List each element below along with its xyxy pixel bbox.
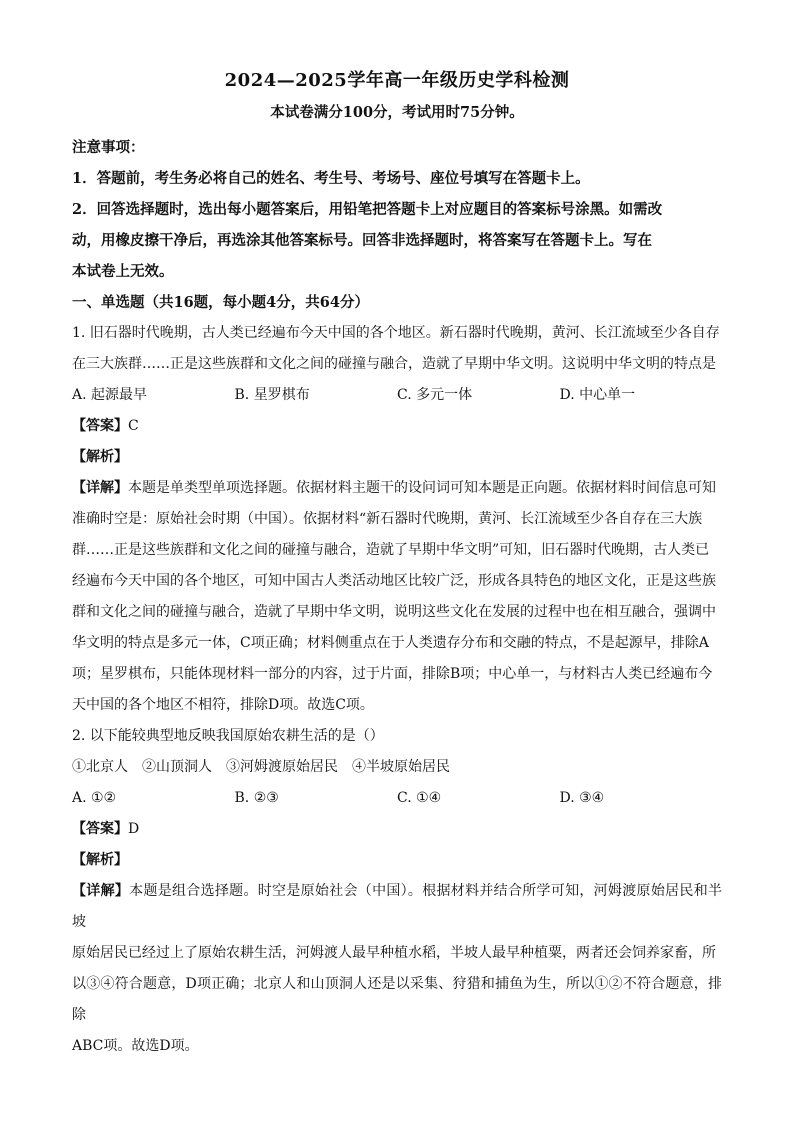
question-2-stem: 2. 以下能较典型地反映我国原始农耕生活的是（） — [72, 728, 384, 744]
question-2-analysis — [72, 845, 722, 876]
question-2-detail-line: 以③④符合题意，D项正确；北京人和山顶洞人还是以采集、狩猎和捕鱼为生，所以①②不符合题意，排除 — [72, 976, 722, 1023]
notice-item-2-line-1: 2．回答选择题时，选出每小题答案后，用铅笔把答题卡上对应题目的答案标号涂黑。如需改 — [72, 201, 663, 218]
question-2-detail-line — [72, 876, 722, 938]
notice-heading: 注意事项： — [72, 139, 145, 156]
question-1-detail-line: 群……正是这些族群和文化之间的碰撞与融合，造就了早期中华文明”可知，旧石器时代晚期，古人类已 — [72, 542, 710, 558]
page-title: 2024—2025学年高一年级历史学科检测 — [224, 70, 570, 91]
question-1-option-b: B. 星罗棋布 — [234, 387, 310, 403]
answer-tag: 【答案】 — [72, 418, 128, 434]
question-2-answer — [72, 814, 722, 845]
question-1-detail-line — [72, 473, 722, 504]
question-1-detail-line: 天中国的各个地区不相符，排除D项。故选C项。 — [72, 697, 374, 713]
question-2-choices: ①北京人 ②山顶洞人 ③河姆渡原始居民 ④半坡原始居民 — [72, 759, 450, 775]
question-2-detail-line: 原始居民已经过上了原始农耕生活，河姆渡人最早种植水稻，半坡人最早种植粟，两者还会饲养家畜，所 — [72, 945, 716, 961]
question-2-option-a: A. ①② — [72, 790, 117, 806]
detail-text: 本题是单类型单项选择题。依据材料主题干的设问词可知本题是正向题。依据材料时间信息可知 — [128, 480, 716, 496]
question-1-detail-line: 华文明的特点是多元一体，C项正确；材料侧重点在于人类遗存分布和交融的特点，不是起源早，排除A — [72, 635, 709, 651]
answer-tag: 【答案】 — [72, 821, 128, 837]
question-2-option-b: B. ②③ — [234, 790, 279, 806]
notice-item-2-line-2: 动，用橡皮擦干净后，再选涂其他答案标号。回答非选择题时，将答案写在答题卡上。写在 — [72, 232, 652, 249]
answer-value: C — [128, 418, 139, 434]
question-1-stem-line-2: 在三大族群……正是这些族群和文化之间的碰撞与融合，造就了早期中华文明。这说明中华文明的特点是 — [72, 356, 716, 372]
question-1-option-d: D. 中心单一 — [559, 387, 636, 403]
analysis-tag: 【解析】 — [72, 852, 128, 868]
analysis-tag: 【解析】 — [72, 449, 128, 465]
question-1-detail-line: 项；星罗棋布，只能体现材料一部分的内容，过于片面，排除B项；中心单一，与材料古人类已经遍布今 — [72, 666, 713, 682]
question-1-answer — [72, 411, 722, 442]
question-1-stem-line-1: 1. 旧石器时代晚期，古人类已经遍布今天中国的各个地区。新石器时代晚期，黄河、长江流域至少各自存 — [72, 325, 720, 341]
question-1 — [72, 318, 722, 721]
question-1-options — [72, 380, 722, 411]
question-2-options — [72, 783, 722, 814]
section-heading: 一、单选题（共16题，每小题4分，共64分） — [72, 294, 369, 311]
detail-text: 本题是组合选择题。时空是原始社会（中国）。根据材料并结合所学可知，河姆渡原始居民和半坡 — [72, 883, 722, 930]
notice-item-2-line-3: 本试卷上无效。 — [72, 263, 174, 280]
answer-value: D — [128, 821, 140, 837]
question-1-detail-line: 群和文化之间的碰撞与融合，造就了早期中华文明，说明这些文化在发展的过程中也在相互融合，强调中 — [72, 604, 716, 620]
question-2-option-c: C. ①④ — [397, 790, 442, 806]
question-1-detail-line: 准确时空是：原始社会时期（中国）。依据材料“新石器时代晚期，黄河、长江流域至少各自存在三大族 — [72, 511, 703, 527]
detail-tag: 【详解】 — [72, 480, 128, 496]
detail-tag: 【详解】 — [72, 883, 130, 899]
question-2-detail-line: ABC项。故选D项。 — [72, 1038, 199, 1054]
notice-item-1: 1．答题前，考生务必将自己的姓名、考生号、考场号、座位号填写在答题卡上。 — [72, 170, 590, 187]
question-1-analysis — [72, 442, 722, 473]
question-1-detail-line: 经遍布今天中国的各个地区，可知中国古人类活动地区比较广泛，形成各具特色的地区文化，正是这些族 — [72, 573, 716, 589]
question-1-option-a: A. 起源最早 — [72, 387, 148, 403]
question-2-option-d: D. ③④ — [559, 790, 605, 806]
question-2 — [72, 721, 722, 1062]
question-1-option-c: C. 多元一体 — [397, 387, 473, 403]
exam-info: 本试卷满分100分，考试用时75分钟。 — [270, 104, 524, 121]
